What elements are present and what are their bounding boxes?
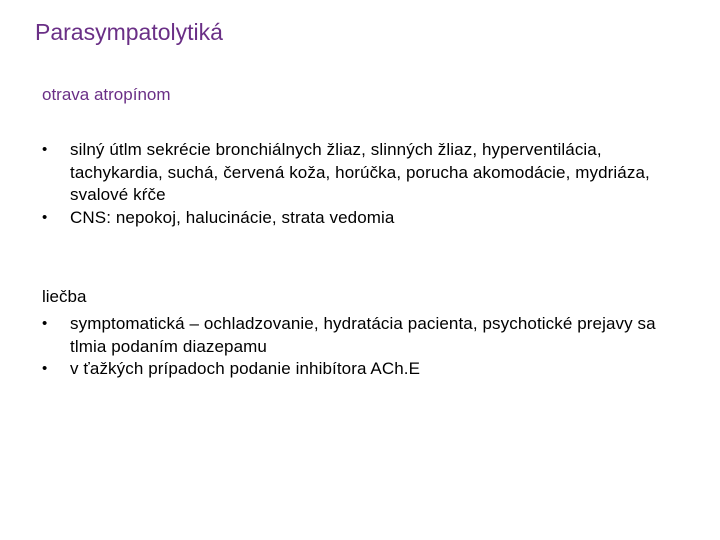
section-label-treatment: liečba: [42, 287, 87, 306]
list-item-text: symptomatická – ochladzovanie, hydratácia pacienta, psychotické prejavy sa tlmia podaním diazepamu: [70, 314, 656, 356]
list-item: [42, 313, 682, 358]
list-item: [42, 139, 682, 207]
list-item-text: v ťažkých prípadoch podanie inhibítora ACh.E: [70, 359, 421, 378]
bullet-icon: •: [42, 315, 48, 332]
subtitle: otrava atropínom: [42, 85, 171, 104]
list-item-text: CNS: nepokoj, halucinácie, strata vedomia: [70, 207, 395, 227]
bullet-icon: •: [42, 360, 48, 377]
list-item-text: silný útlm sekrécie bronchiálnych žliaz, slinných žliaz, hyperventilácia, tachykardia, suchá, červená koža, horúčka, porucha akomodácie, mydriáza, svalové kŕče: [70, 140, 650, 204]
page-title: Parasympatolytiká: [35, 19, 223, 45]
symptoms-list: [42, 139, 682, 229]
list-item: [42, 358, 682, 381]
bullet-icon: •: [42, 208, 48, 226]
list-item: [42, 207, 682, 230]
treatment-list: [42, 313, 682, 381]
bullet-icon: •: [42, 141, 48, 158]
